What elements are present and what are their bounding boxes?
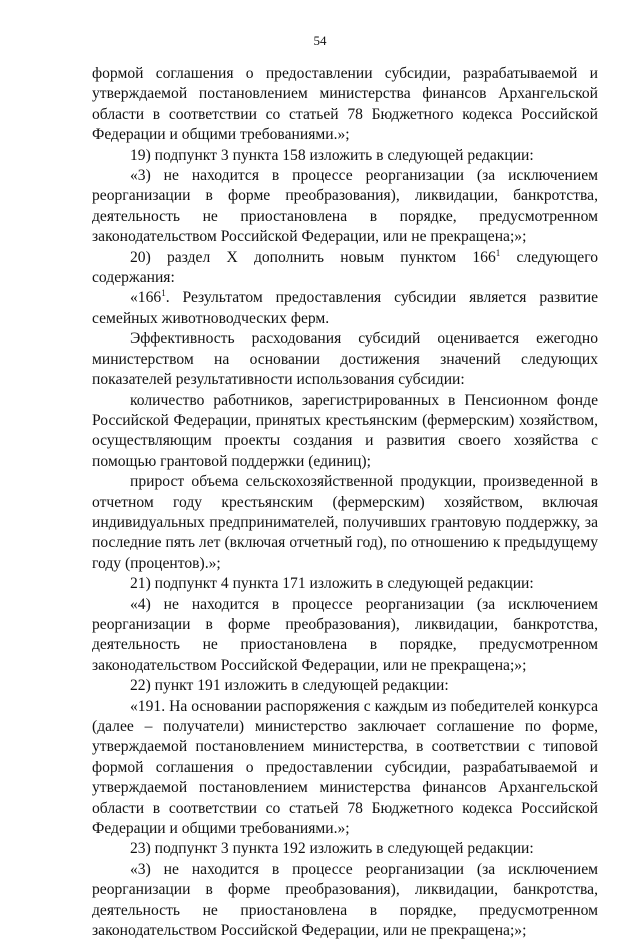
paragraph-indicator-growth: прирост объема сельскохозяйственной продукции, произведенной в отчетном году крестьянским (фермерским) хозяйством, включая индивидуальных предпринимателей, получивших грантовую поддержку, за последние пять лет (включая отчетный год), по отношению к предыдущему году (процентов).»;: [92, 473, 598, 572]
paragraph-item-166-1: [92, 288, 598, 329]
paragraph-item-23: 23) подпункт 3 пункта 192 изложить в следующей редакции:: [130, 840, 534, 858]
paragraph-item-21: 21) подпункт 4 пункта 171 изложить в следующей редакции:: [130, 575, 534, 593]
paragraph-item-22-text: «191. На основании распоряжения с каждым из победителей конкурса (далее – получатели) министерство заключает соглашение по форме, утверждаемой постановлением министерства, в соответствии с типовой формой соглашения о предоставлении субсидии, разрабатываемой и утверждаемой постановлением министерства финансов Архангельской области в соответствии со статьей 78 Бюджетного кодекса Российской Федерации и общими требованиями.»;: [92, 697, 598, 838]
superscript-index: 1: [495, 247, 501, 258]
paragraph-item-166-1-before: «166: [130, 289, 162, 307]
paragraph-item-20-before: 20) раздел X дополнить новым пунктом 166: [130, 248, 496, 266]
paragraph-indicator-workers: количество работников, зарегистрированных в Пенсионном фонде Российской Федерации, принятых крестьянским (фермерским) хозяйством, осуществляющим проекты создания и развития своего хозяйства с помощью грантовой поддержки (единиц);: [92, 391, 598, 470]
paragraph-efficiency: Эффективность расходования субсидий оценивается ежегодно министерством на основании достижения значений следующих показателей результативности использования субсидии:: [92, 330, 598, 389]
paragraph-item-20-after: следующего содержания:: [92, 248, 599, 287]
page-number: 54: [313, 33, 327, 48]
paragraph-item-19-text: «3) не находится в процессе реорганизации (за исключением реорганизации в форме преобразования), ликвидации, банкротства, деятельность не приостановлена в порядке, предусмотренном законодательством Российской Федерации, или не прекращена;»;: [92, 167, 598, 246]
paragraph-item-21-text: «4) не находится в процессе реорганизации (за исключением реорганизации в форме преобразования), ликвидации, банкротства, деятельность не приостановлена в порядке, предусмотренном законодательством Российской Федерации, или не прекращена;»;: [92, 595, 598, 674]
paragraph-item-23-text: «3) не находится в процессе реорганизации (за исключением реорганизации в форме преобразования), ликвидации, банкротства, деятельность не приостановлена в порядке, предусмотренном законодательством Российской Федерации, или не прекращена;»;: [92, 860, 598, 940]
document-body: [92, 64, 598, 941]
paragraph-item-19: 19) подпункт 3 пункта 158 изложить в следующей редакции:: [130, 146, 534, 164]
superscript-index: 1: [161, 288, 166, 299]
paragraph-item-166-1-after: . Результатом предоставления субсидии является развитие семейных животноводческих ферм.: [92, 289, 598, 327]
paragraph-item-22: 22) пункт 191 изложить в следующей редакции:: [130, 677, 449, 695]
paragraph-item-20: [92, 248, 598, 289]
paragraph-continuation: формой соглашения о предоставлении субсидии, разрабатываемой и утверждаемой постановлением министерства финансов Архангельской области в соответствии со статьей 78 Бюджетного кодекса Российской Федерации и общими требованиями.»;: [92, 65, 598, 144]
